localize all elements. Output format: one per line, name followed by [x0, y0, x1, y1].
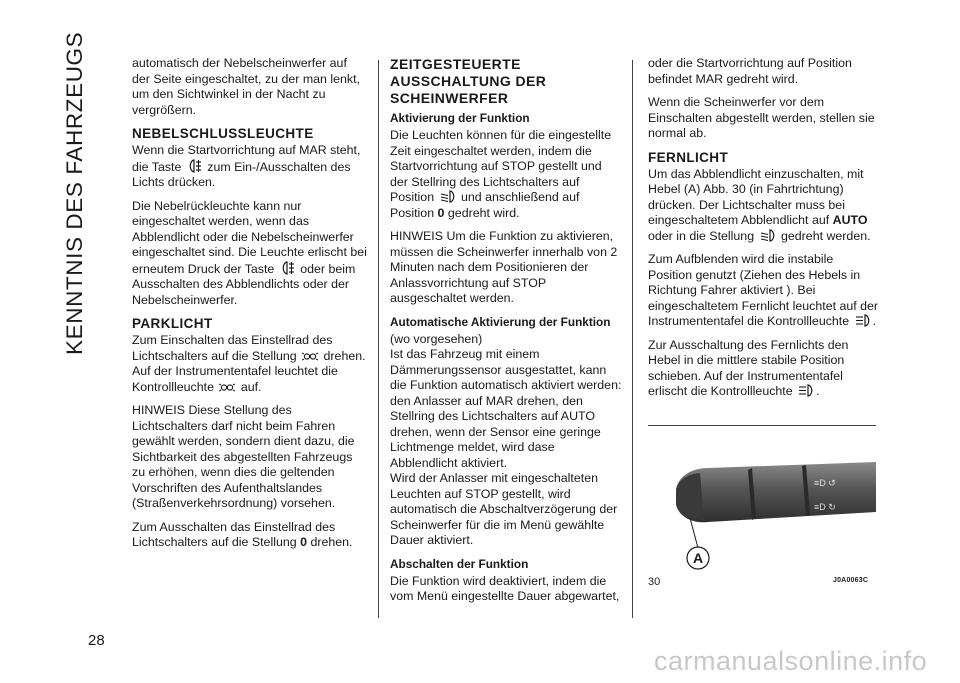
- paragraph: Zum Ausschalten das Einstellrad des Lichtschalters auf die Stellung 0 drehen.: [132, 519, 353, 549]
- subheading-automatische-aktivierung: Automatische Aktivierung der Funktion: [390, 314, 611, 329]
- high-beam-icon: [798, 384, 814, 397]
- heading-fernlicht: FERNLICHT: [648, 149, 729, 165]
- paragraph: Die Nebelrückleuchte kann nur eingeschaltet werden, wenn das Abblendlicht oder die Nebelscheinwerfer eingeschaltet sind. Die Leuchte erlischt bei erneutem Druck der Taste oder beim Ausschalten des Abblendlichts oder der Nebelscheinwerfer.: [132, 198, 367, 307]
- column-2: [390, 56, 622, 613]
- low-beam-icon: [440, 190, 456, 203]
- svg-text:≡D ↺: ≡D ↺: [814, 478, 836, 488]
- paragraph: Die Leuchten können für die eingestellte Zeit eingeschaltet werden, indem die Startvorrichtung auf STOP gestellt und der Stellring des Lichtschalters auf Position und anschließend auf Position 0 gedreht wird.: [390, 128, 612, 220]
- paragraph: Zum Aufblenden wird die instabile Position genutzt (Ziehen des Hebels in Richtung Fahrer aktiviert ). Bei eingeschaltetem Fernlicht leuchtet auf der Instrumententafel die Kontrollleuchte .: [648, 252, 879, 328]
- high-beam-icon: [855, 314, 871, 327]
- parking-light-icon: [302, 351, 318, 362]
- paragraph: oder die Startvorrichtung auf Position befindet MAR gedreht wird.: [648, 56, 852, 86]
- paragraph: automatisch der Nebelscheinwerfer auf der Seite eingeschaltet, zu der man lenkt, um den Sichtwinkel in der Nacht zu vergrößern.: [132, 56, 360, 117]
- paragraph: Die Funktion wird deaktiviert, indem die vom Menü eingestellte Dauer abgewartet,: [390, 573, 620, 603]
- page-number: 28: [88, 632, 105, 649]
- watermark: carmanualsonline.info: [654, 646, 928, 676]
- column-1: [132, 56, 368, 559]
- column-divider: [378, 60, 379, 618]
- rear-fog-light-icon: [280, 261, 295, 275]
- paragraph: Wenn die Scheinwerfer vor dem Einschalten abgestellt werden, stellen sie normal ab.: [648, 95, 875, 140]
- low-beam-icon: [760, 229, 776, 242]
- paragraph: Zur Ausschaltung des Fernlichts den Hebel in die mittlere stabile Position schieben. Auf der Instrumententafel erlischt die Kontrollleuchte .: [648, 337, 849, 398]
- light-stalk-illustration: [648, 438, 876, 570]
- parking-light-indicator-icon: [219, 382, 235, 393]
- paragraph: Wird der Anlasser mit eingeschalteten Leuchten auf STOP gestellt, wird automatisch die Abschaltverzögerung der Scheinwerfer für die im Menü gewählte Dauer aktiviert.: [390, 471, 618, 547]
- column-divider: [632, 60, 633, 618]
- paragraph: Um das Abblendlicht einzuschalten, mit Hebel (A) Abb. 30 (in Fahrtrichtung) drücken. Der Lichtschalter muss bei eingeschaltetem Abblendlicht auf AUTO oder in die Stellung gedreht werden.: [648, 166, 871, 243]
- heading-parklicht: PARKLICHT: [132, 316, 213, 331]
- subheading-aktivierung: Aktivierung der Funktion: [390, 111, 530, 125]
- paragraph: Ist das Fahrzeug mit einem Dämmerungssensor ausgestattet, kann die Funktion automatisch aktiviert werden: den Anlasser auf MAR drehen, den Stellring des Lichtschalters auf AUTO drehen, wenn der Sensor eine geringe Lichtmenge meldet, wird dase Abblendlicht aktiviert.: [390, 347, 622, 470]
- paragraph: Wenn die Startvorrichtung auf MAR steht, die Taste zum Ein-/Ausschalten des Lichts drücken.: [132, 143, 361, 189]
- figure-light-stalk: [648, 438, 876, 570]
- paragraph: HINWEIS Um die Funktion zu aktivieren, müssen die Scheinwerfer innerhalb von 2 Minuten nach dem Positionieren der Anlassvorrichtung auf STOP ausgeschaltet werden.: [390, 229, 618, 305]
- paragraph: (wo vorgesehen): [390, 331, 483, 346]
- svg-text:≡D ↻: ≡D ↻: [814, 502, 836, 512]
- heading-nebelschlussleuchte: NEBELSCHLUSSLEUCHTE: [132, 126, 314, 141]
- subheading-abschalten: Abschalten der Funktion: [390, 556, 529, 571]
- figure-code: J0A0063C: [833, 577, 869, 584]
- heading-zeitgesteuerte-ausschaltung: ZEITGESTEUERTE AUSSCHALTUNG DER SCHEINWERFER: [390, 56, 547, 106]
- figure-number: 30: [648, 576, 661, 588]
- side-title-text: KENNTNIS DES FAHRZEUGS: [62, 31, 87, 355]
- figure-callout-label: A: [692, 550, 704, 566]
- rear-fog-light-icon: [187, 159, 202, 173]
- column-3: [648, 56, 880, 408]
- paragraph: Zum Einschalten das Einstellrad des Lichtschalters auf die Stellung drehen. Auf der Instrumententafel leuchtet die Kontrollleuchte auf.: [132, 333, 366, 394]
- figure-top-rule: [648, 425, 876, 426]
- paragraph: HINWEIS Diese Stellung des Lichtschalters darf nicht beim Fahren gewählt werden, sondern dient dazu, die Sichtbarkeit des abgestellten Fahrzeugs zu erhöhen, wenn dies die geltenden Vorschriften des Aufenthaltslandes (Straßenverkehrsordnung) vorsehen.: [132, 403, 355, 510]
